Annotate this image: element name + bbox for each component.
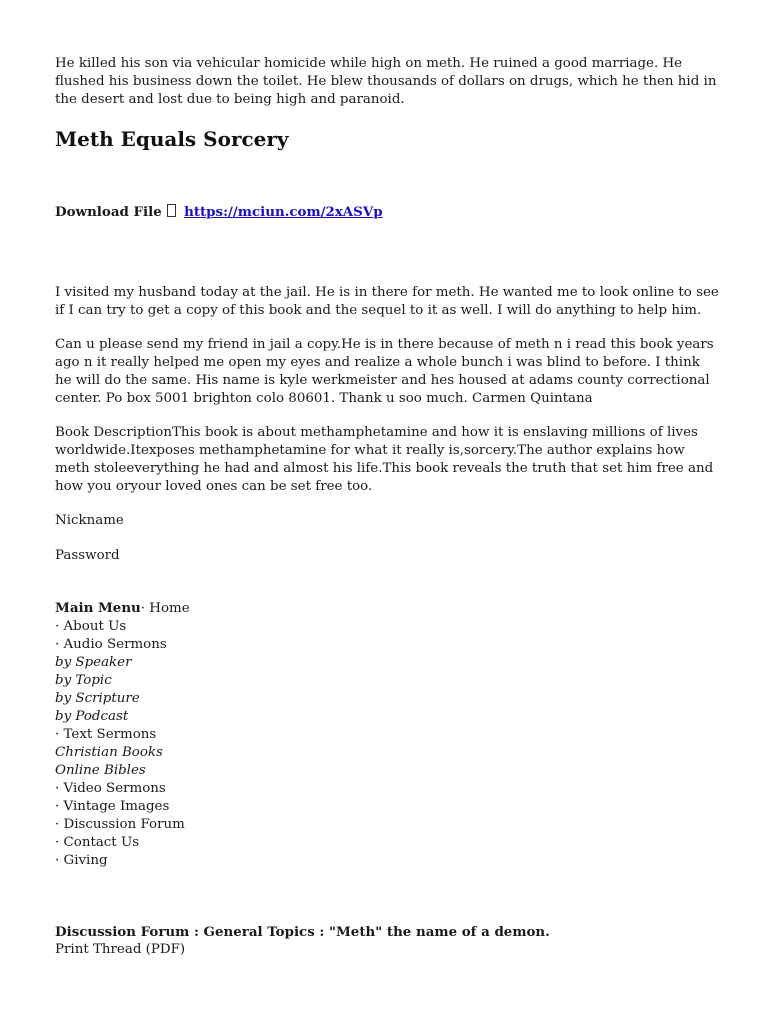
menu-item-home[interactable]: · Home	[140, 601, 190, 616]
menu-items	[55, 618, 720, 870]
download-label: Download File	[55, 204, 162, 220]
paragraph-visit: I visited my husband today at the jail. He is in there for meth. He wanted me to look online to see if I can try to get a copy of this book and the sequel to it as well. I will do anything to help him.	[55, 285, 719, 318]
password-label: Password	[55, 548, 120, 563]
print-thread-link[interactable]: Print Thread (PDF)	[55, 942, 186, 957]
menu-item[interactable]: by Speaker	[55, 655, 132, 670]
missing-glyph-icon	[167, 204, 176, 217]
menu-item[interactable]: Christian Books	[55, 745, 163, 760]
forum-breadcrumb: Discussion Forum : General Topics : "Meth" the name of a demon.	[55, 924, 550, 940]
menu-item[interactable]: by Topic	[55, 673, 112, 688]
menu-item[interactable]: · About Us	[55, 619, 127, 634]
menu-title-line	[55, 599, 720, 618]
paragraph-request: Can u please send my friend in jail a copy.He is in there because of meth n i read this book years ago n it really helped me open my eyes and realize a whole bunch i was blind to before. I think he will do the same. His name is kyle werkmeister and hes housed at adams county correctional center. Po box 5001 brighton colo 80601. Thank u soo much. Carmen Quintana	[55, 337, 714, 406]
menu-item[interactable]: · Giving	[55, 853, 108, 868]
main-menu	[55, 599, 720, 870]
menu-item[interactable]: · Vintage Images	[55, 799, 170, 814]
menu-item[interactable]: · Discussion Forum	[55, 817, 185, 832]
login-form	[55, 512, 720, 565]
menu-item[interactable]: by Scripture	[55, 691, 140, 706]
forum-section	[55, 923, 720, 959]
document-page	[55, 55, 720, 959]
menu-item[interactable]: Online Bibles	[55, 763, 146, 778]
menu-item[interactable]: · Video Sermons	[55, 781, 166, 796]
page-title: Meth Equals Sorcery	[55, 127, 289, 151]
menu-item[interactable]: by Podcast	[55, 709, 129, 724]
menu-item[interactable]: · Contact Us	[55, 835, 140, 850]
download-link[interactable]: https://mciun.com/2xASVp	[184, 204, 383, 220]
paragraph-description: Book DescriptionThis book is about methamphetamine and how it is enslaving millions of lives worldwide.Itexposes methamphetamine for what it really is,sorcery.The author explains how meth stoleeverything he had and almost his life.This book reveals the truth that set him free and how you oryour loved ones can be set free too.	[55, 425, 714, 494]
body-text	[55, 284, 720, 496]
download-line	[55, 203, 720, 221]
menu-item[interactable]: · Audio Sermons	[55, 637, 167, 652]
menu-item[interactable]: · Text Sermons	[55, 727, 157, 742]
nickname-label: Nickname	[55, 513, 124, 528]
menu-title: Main Menu	[55, 600, 141, 616]
intro-paragraph: He killed his son via vehicular homicide while high on meth. He ruined a good marriage. He flushed his business down the toilet. He blew thousands of dollars on drugs, which he then hid in the desert and lost due to being high and paranoid.	[55, 56, 717, 107]
